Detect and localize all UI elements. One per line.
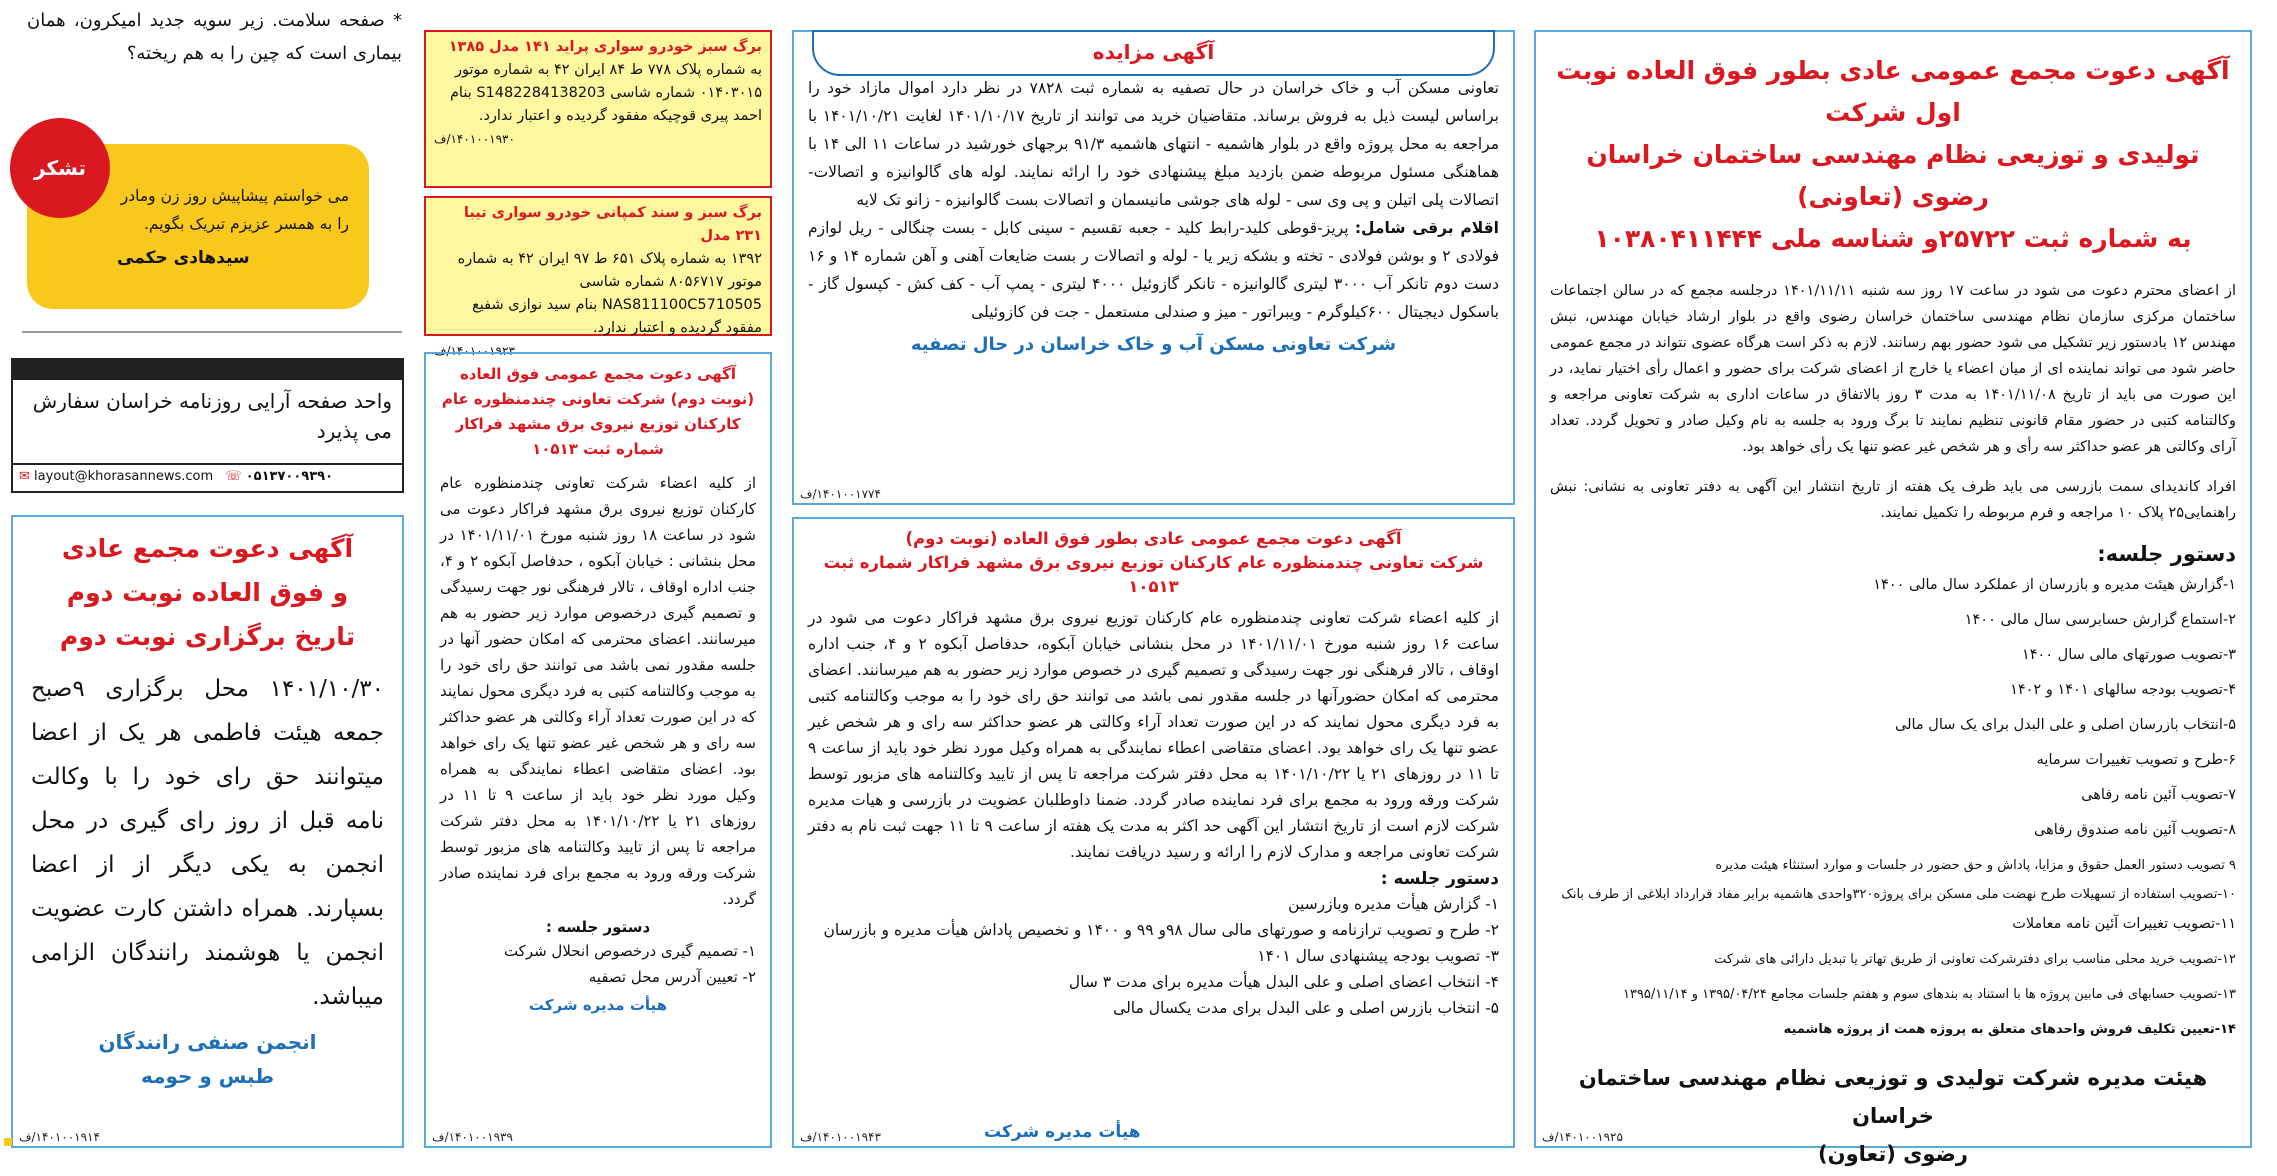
- agenda-item: ۲-استماع گزارش حسابرسی سال مالی ۱۴۰۰: [1964, 612, 2236, 628]
- auction-title: آگهی مزایده: [1092, 40, 1215, 64]
- agenda-item: ۱-گزارش هیئت مدیره و بازرسان از عملکرد سال مالی ۱۴۰۰: [1873, 577, 2236, 593]
- notice-title: آگهی دعوت مجمع عمومی فوق العاده (نوبت دوم) شرکت تعاونی چندمنظوره عام کارکنان توزیع نیروی برق مشهد فراکار شماره ثبت ۱۰۵۱۳: [441, 365, 755, 458]
- lost-document-body: به شماره پلاک ۷۷۸ ط ۸۴ ایران ۴۲ به شماره موتور ۰۱۴۰۳۰۱۵ شماره شاسی S1482284138203 بنام احمد پیری قوچیکه مفقود گردیده و اعتبار ندارد.: [449, 62, 762, 124]
- thanks-name: سیدهادی حکمی: [117, 248, 250, 268]
- email-icon: ✉: [19, 469, 30, 484]
- auction-body: تعاونی مسکن آب و خاک خراسان در حال تصفیه به شماره ثبت ۷۸۲۸ در نظر دارد اموال مازاد خود را براساس لیست ذیل به فروش برساند. متقاضیان خرید می توانند از تاریخ ۱۴۰۱/۱۰/۱۷ لغایت ۱۴۰۱/۱۰/۲۱ با مراجعه به محل پروژه واقع در بلوار هاشمیه - انتهای هاشمیه ۹۱/۳ برجهای خورشید در ساعات ۱۱ الی ۱۴ با هماهنگی مسئول مربوطه ضمن بازدید مبلغ پیشنهادی خود را ارائه نمایند. لوله های گالوانیزه و اتصالات-اتصالات پلی اتیلن و پی وی سی - لوله های جوشی مانیسمان و اتصالات بست گالوانیزه - زانو تک لایه: [808, 79, 1499, 209]
- thanks-text: می خواستم پیشاپیش روز زن ومادر را به همسر عزیزم تبریک بگویم.: [120, 187, 349, 233]
- ad-code: ۱۴۰۱۰۰۱۹۲۵/ف: [1542, 1130, 1623, 1144]
- agenda-title: دستور جلسه :: [545, 918, 651, 936]
- notice-signature: هیأت مدیره شرکت: [984, 1122, 1141, 1142]
- ad-code: ۱۴۰۱۰۰۱۹۳۹/ف: [432, 1130, 513, 1144]
- agenda-item: ۸-تصویب آئین نامه صندوق رفاهی: [2034, 822, 2236, 838]
- agenda-item: ۹ تصویب دستور العمل حقوق و مزایا، پاداش و حق حضور در جلسات و موارد استنثاء هیئت مدیره: [1715, 858, 2236, 873]
- agenda-item: ۵-انتخاب بازرسان اصلی و علی البدل برای یک سال مالی: [1894, 717, 2236, 733]
- notice-candidates: افراد کاندیدای سمت بازرسی می باید ظرف یک هفته از تاریخ انتشار این آگهی به دفتر تعاونی به نشانی: نبش راهنمایی۲۵ پلاک ۱۰ مراجعه و فرم مربوطه را تکمیل نمایند.: [1550, 479, 2236, 521]
- email-address: layout@khorasannews.com: [34, 469, 214, 484]
- notice-signature: هیئت مدیره شرکت تولیدی و توزیعی نظام مهندسی ساختمان خراسان رضوی (تعاون): [1578, 1066, 2208, 1166]
- notice-title: آگهی دعوت مجمع عادی و فوق العاده نوبت دوم تاریخ برگزاری نوبت دوم: [59, 534, 356, 651]
- notice-body: ۱۴۰۱/۱۰/۳۰ محل برگزاری ۹صبح جمعه هیئت فاطمی هر یک از اعضا میتوانند حق رای خود را با وکالت نامه قبل از روز رای گیری در محل انجمن به یکی دیگر از از اعضا بسپارند. همراه داشتن کارت عضویت انجمن یا هوشمند رانندگان الزامی میباشد.: [31, 676, 384, 1010]
- agenda-list: [440, 938, 756, 990]
- notice-auction: [792, 30, 1515, 505]
- phone-number: ۰۵۱۳۷۰۰۹۳۹۰: [245, 469, 333, 484]
- agenda-item: ۱۴-تعیین تکلیف فروش واحدهای متعلق به پروژه همت از پروژه هاشمیه: [1783, 1022, 2236, 1037]
- layout-ad: [11, 358, 404, 493]
- lost-document-body: ۱۳۹۲ به شماره پلاک ۶۵۱ ط ۹۷ ایران ۴۲ به شماره موتور ۸۰۵۶۷۱۷ شماره شاسی NAS811100C5710505 بنام سید نوازی شفیع مفقود گردیده و اعتبار ندارد.: [457, 251, 762, 336]
- agenda-list: [808, 891, 1499, 1021]
- notice-title: آگهی دعوت مجمع عمومی عادی بطور فوق العاده نوبت اول شرکت تولیدی و توزیعی نظام مهندسی ساختمان خراسان رضوی (تعاونی) به شماره ثبت ۲۵۷۲۲و شناسه ملی ۱۰۳۸۰۴۱۱۴۴۴: [1556, 56, 2230, 253]
- agenda-item: ۱۰-تصویب استفاده از تسهیلات طرح نهضت ملی مسکن برای پروژه۳۲۰واحدی هاشمیه برابر مفاد قرارداد ابلاغی از طرف بانک: [1561, 887, 2236, 902]
- notice-farakar-extraordinary: [424, 352, 772, 1148]
- lost-document-title: برگ سبز و سند کمپانی خودرو سواری تیبا ۲۳۱ مدل: [463, 205, 762, 244]
- notice-nezam-mohandesi: [1534, 30, 2252, 1166]
- ad-code: ۱۴۰۱۰۰۱۷۷۴/ف: [800, 487, 881, 501]
- agenda-title: دستور جلسه :: [1380, 869, 1499, 889]
- thanks-badge: تشکر: [10, 118, 110, 218]
- notice-body: از کلیه اعضاء شرکت تعاونی چندمنظوره عام کارکنان توزیع نیروی برق مشهد فراکار دعوت می شود در ساعت ۱۶ روز شنبه مورخ ۱۴۰۱/۱۱/۰۱ در محل بنشانی خیابان آبکوه، حدفاصل آبکوه ۲ و ۴، جنب اداره اوقاف ، تالار فرهنگی نور جهت رسیدگی و تصمیم گیری در خصوص موارد زیر حضور به هم میرسانند. اعضای محترمی که امکان حضورآنها در جلسه مقدور نمی باشد می توانند حق رای خود را به موجب وکالتنامه کتبی به فرد دیگری محول نمایند که در این صورت تعداد آراء وکالتی هر عضو حداکثر سه رای و هر شخص غیر عضو تنها یک رای خواهد بود. اعضای متقاضی اعطاء نمایندگی به همراه وکیل مورد نظر خود باید از ساعت ۹ تا ۱۱ در روزهای ۲۱ یا ۱۴۰۱/۱۰/۲۲ به محل دفتر شرکت مراجعه تا پس از تایید وکالتنامه های مزبور توسط شرکت ورقه ورود به مجمع برای فرد نماینده صادر گردد. ضمنا داوطلبان عضویت در بازرسی و هیات مدیره شرکت لازم است از تاریخ انتشار این آگهی حد اکثر به مدت یک هفته از ساعت ۹ تا ۱۱ جهت ثبت نام به دفتر شرکت تعاونی مراجعه و مدارک لازم را ارائه و رسید دریافت نمایند.: [808, 609, 1500, 861]
- layout-ad-contact: [13, 463, 402, 491]
- agenda-item: ۱- گزارش هیأت مدیره وبازرسین: [1288, 895, 1499, 913]
- lost-document-pride: [424, 30, 772, 188]
- agenda-item: ۲- تعیین آدرس محل تصفیه: [588, 968, 756, 986]
- agenda-item: ۳- تصویب بودجه پیشنهادی سال ۱۴۰۱: [1257, 947, 1499, 965]
- ad-code: ۱۴۰۱۰۰۱۹۳۰/ف: [434, 132, 515, 146]
- agenda-item: ۶-طرح و تصویب تغییرات سرمایه: [2036, 752, 2236, 768]
- layout-ad-text: واحد صفحه آرایی روزنامه خراسان سفارش می پذیرد: [32, 389, 392, 443]
- ad-code: ۱۴۰۱۰۰۱۹۲۳/ف: [434, 344, 515, 358]
- lost-document-tiba: [424, 196, 772, 358]
- agenda-item: ۱۳-تصویب حسابهای فی مابین پروژه ها با استناد به بندهای سوم و هفتم جلسات مجامع ۱۳۹۵/۰۴/۲۴ و ۱۳۹۵/۱۱/۱۴: [1622, 987, 2236, 1002]
- agenda-list: [1550, 568, 2236, 1047]
- agenda-item: ۲- طرح و تصویب ترازنامه و صورتهای مالی سال ۹۸و ۹۹ و ۱۴۰۰ و تخصیص پاداش هیأت مدیره و بازرسان: [823, 921, 1499, 939]
- notice-drivers-union: [11, 515, 404, 1148]
- agenda-item: ۷-تصویب آئین نامه رفاهی: [2081, 787, 2236, 803]
- notice-title: آگهی دعوت مجمع عمومی عادی بطور فوق العاده (نوبت دوم) شرکت تعاونی چندمنظوره عام کارکنان توزیع نیروی برق مشهد فراکار شماره ثبت ۱۰۵۱۳: [823, 529, 1484, 596]
- auction-items: اقلام برقی شامل: پریز-قوطی کلید-رابط کلید - جعبه تقسیم - سینی کابل - بست چنگالی - ریل لوازم فولادی ۲ و بوشن فولادی - تخته و بشکه زیر یا - لوله و اتصالات ر بست ضایعات آهنی و آهن شماره ۱۴ و ۱۶ دست دوم تانکر آب ۳۰۰۰ لیتری گالوانیزه - تانکر گازوئیل ۴۰۰۰ لیتری - پمپ آب - کف کش - کپسول گاز - باسکول دیجیتال ۶۰۰کیلوگرم - ویبراتور - میز و صندلی مستعمل - جت فن کازوئیلی: [808, 219, 1500, 321]
- notice-farakar-ordinary: [792, 517, 1515, 1148]
- agenda-item: ۱- تصمیم گیری درخصوص انحلال شرکت: [503, 942, 756, 960]
- notice-signature: انجمن صنفی رانندگان طبس و حومه: [98, 1030, 317, 1088]
- page-marker: [4, 1138, 12, 1146]
- health-teaser: * صفحه سلامت. زیر سویه جدید امیکرون، همان بیماری است که چین را به هم ریخته؟: [27, 10, 402, 64]
- divider: [22, 331, 402, 333]
- agenda-item: ۴- انتخاب اعضای اصلی و علی البدل هیأت مدیره برای مدت ۳ سال: [1068, 973, 1499, 991]
- ad-code: ۱۴۰۱۰۰۱۹۱۴/ف: [19, 1130, 100, 1144]
- agenda-item: ۴-تصویب بودجه سالهای ۱۴۰۱ و ۱۴۰۲: [2010, 682, 2236, 698]
- agenda-title: دستور جلسه:: [2097, 542, 2236, 566]
- agenda-item: ۵- انتخاب بازرس اصلی و علی البدل برای مدت یکسال مالی: [1113, 999, 1499, 1017]
- notice-body: از کلیه اعضاء شرکت تعاونی چندمنظوره عام کارکنان توزیع نیروی برق مشهد فراکار دعوت می شود در ساعت ۱۸ روز شنبه مورخ ۱۴۰۱/۱۱/۰۱ در محل بنشانی : خیابان آبکوه ، حدفاصل آبکوه ۲ و ۴، جنب اداره اوقاف ، تالار فرهنگی نور جهت رسیدگی و تصمیم گیری درخصوص موارد زیر حضور به هم میرسانند. اعضای محترمی که امکان حضور آنها در جلسه مقدور نمی باشد می توانند حق رای خود را به موجب وکالتنامه کتبی به فرد دیگری محول نمایند که در این صورت تعداد آراء وکالتی هر عضو حداکثر سه رای و هر شخص غیر عضو تنها یک رای خواهد بود. اعضای متقاضی اعطاء نمایندگی به همراه وکیل مورد نظر خود باید از ساعت ۹ تا ۱۱ در روزهای ۲۱ یا ۱۴۰۱/۱۰/۲۲ به محل دفتر شرکت مراجعه تا پس از تایید وکالتنامه های مزبور توسط شرکت ورقه ورود به مجمع برای فرد نماینده صادر گردد.: [440, 474, 757, 908]
- agenda-item: ۳-تصویب صورتهای مالی سال ۱۴۰۰: [2021, 647, 2236, 663]
- lost-document-title: برگ سبز خودرو سواری پراید ۱۴۱ مدل ۱۳۸۵: [448, 39, 762, 55]
- auction-title-box: [812, 30, 1495, 76]
- agenda-item: ۱۱-تصویب تغییرات آئین نامه معاملات: [2012, 916, 2236, 932]
- ad-code: ۱۴۰۱۰۰۱۹۴۳/ف: [800, 1130, 881, 1144]
- notice-signature: هیأت مدیره شرکت: [528, 996, 668, 1014]
- notice-intro: از اعضای محترم دعوت می شود در ساعت ۱۷ روز سه شنبه ۱۴۰۱/۱۱/۱۱ درجلسه مجمع که در سالن اجتماعات ساختمان مرکزی سازمان نظام مهندسی ساختمان خراسان رضوی واقع در بلوار ارشاد خیابان مهندس، نبش مهندس ۱۲ بادستور زیر تشکیل می شود حضور بهم رسانند. لازم به ذکر است هرگاه عضوی نتواند در مجمع عمومی حاضر شود می تواند نماینده ای از میان اعضاء یا خارج از اعضای شرکت برای حضور و اعمال رأی اختیار نماید، در این صورت می باید از تاریخ ۱۴۰۱/۱۱/۰۸ به مدت ۳ روز بالاتفاق در ساعات اداری به شرکت تعاونی مراجعه و وکالتنامه کتبی در حضور مقام قانونی تنظیم نمایند تا برگ ورود به جلسه به نام وکیل صادر و تحویل گردد. تعداد آرای وکالتی هر عضو حداکثر سه رأی و هر شخص غیر عضو تنها یک رأی خواهد بود.: [1550, 283, 2236, 455]
- auction-signature: شرکت تعاونی مسکن آب و خاک خراسان در حال تصفیه: [910, 334, 1397, 355]
- phone-icon: ☏: [225, 469, 242, 484]
- agenda-item: ۱۲-تصویب خرید محلی مناسب برای دفترشرکت تعاونی از طریق تهاتر یا تبدیل دارائی های شرکت: [1714, 952, 2236, 967]
